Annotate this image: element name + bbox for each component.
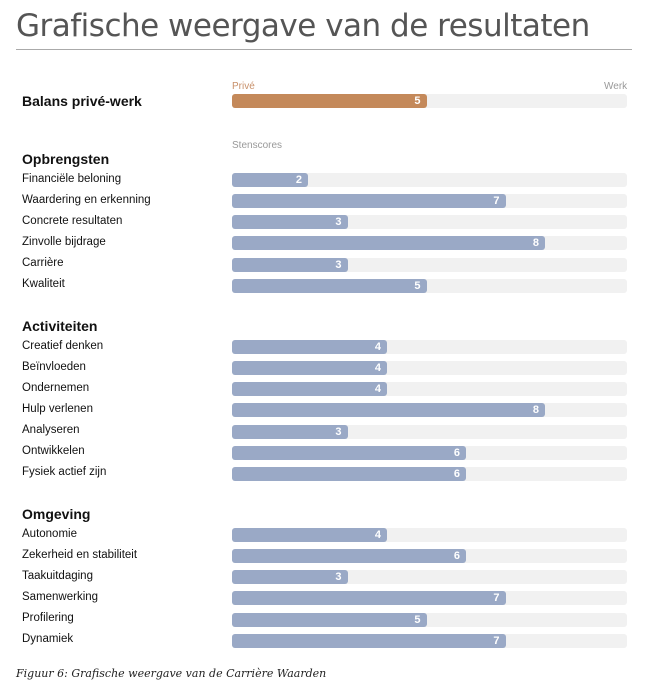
omgeving-row-value: 7 — [493, 634, 500, 647]
opbrengsten-row-value: 7 — [493, 195, 500, 208]
opbrengsten-row-label: Carrière — [22, 257, 64, 270]
omgeving-row-value: 6 — [453, 550, 460, 563]
activiteiten-row-value: 3 — [335, 425, 342, 438]
activiteiten-row-bar — [232, 446, 466, 460]
activiteiten-row-value: 4 — [374, 362, 381, 375]
balance-title: Balans privé-werk — [22, 93, 142, 109]
omgeving-row-label: Taakuitdaging — [22, 569, 93, 582]
opbrengsten-row-bar — [232, 236, 545, 250]
activiteiten-row-label: Beïnvloeden — [22, 360, 86, 373]
stenscores-label: Stenscores — [232, 140, 283, 151]
omgeving-row-label: Samenwerking — [22, 590, 99, 603]
balance-bar — [232, 94, 427, 108]
opbrengsten-row-label: Concrete resultaten — [22, 214, 123, 227]
activiteiten-row-label: Ontwikkelen — [22, 445, 85, 458]
activiteiten-row-label: Fysiek actief zijn — [22, 466, 107, 479]
omgeving-row-bar — [232, 591, 506, 605]
opbrengsten-row-bar — [232, 279, 427, 293]
opbrengsten-row-value: 3 — [335, 258, 342, 271]
opbrengsten-row-value: 8 — [532, 237, 539, 250]
balance-left-label: Privé — [232, 81, 255, 92]
omgeving-row-value: 4 — [374, 529, 381, 541]
section-title-opbrengsten: Opbrengsten — [22, 151, 110, 167]
opbrengsten-row-bar — [232, 194, 506, 208]
omgeving-row-label: Autonomie — [22, 527, 77, 540]
opbrengsten-row-label: Financiële beloning — [22, 172, 122, 185]
activiteiten-row-value: 6 — [453, 467, 460, 480]
omgeving-row-label: Zekerheid en stabiliteit — [22, 548, 138, 561]
activiteiten-row-label: Creatief denken — [22, 339, 104, 352]
balance-right-label: Werk — [604, 81, 628, 92]
activiteiten-row-label: Analyseren — [22, 424, 80, 437]
page-title: Grafische weergave van de resultaten — [16, 8, 590, 44]
omgeving-row-value: 3 — [335, 571, 342, 584]
omgeving-row-bar — [232, 613, 427, 627]
opbrengsten-row-label: Zinvolle bijdrage — [22, 235, 106, 248]
omgeving-row-label: Profilering — [22, 612, 74, 625]
opbrengsten-row-label: Waardering en erkenning — [22, 193, 151, 206]
activiteiten-row-value: 4 — [374, 383, 381, 396]
activiteiten-row-value: 4 — [374, 341, 381, 353]
opbrengsten-row-value: 5 — [414, 279, 421, 292]
omgeving-row-bar — [232, 549, 466, 563]
opbrengsten-row-label: Kwaliteit — [22, 278, 65, 291]
opbrengsten-row-value: 3 — [335, 216, 342, 229]
omgeving-row-label: Dynamiek — [22, 633, 74, 646]
activiteiten-row-label: Ondernemen — [22, 381, 90, 394]
opbrengsten-row-value: 2 — [295, 174, 302, 186]
omgeving-row-bar — [232, 634, 506, 648]
activiteiten-row-value: 8 — [532, 404, 539, 417]
activiteiten-row-value: 6 — [453, 446, 460, 459]
section-title-activiteiten: Activiteiten — [22, 318, 98, 334]
activiteiten-row-label: Hulp verlenen — [22, 402, 93, 415]
balance-value: 5 — [414, 95, 421, 107]
omgeving-row-value: 5 — [414, 613, 421, 626]
activiteiten-row-bar — [232, 403, 545, 417]
activiteiten-row-bar — [232, 467, 466, 481]
section-title-omgeving: Omgeving — [22, 506, 91, 522]
figure-caption: Figuur 6: Grafische weergave van de Carrière Waarden — [16, 667, 327, 680]
omgeving-row-value: 7 — [493, 592, 500, 605]
title-divider — [16, 49, 632, 50]
